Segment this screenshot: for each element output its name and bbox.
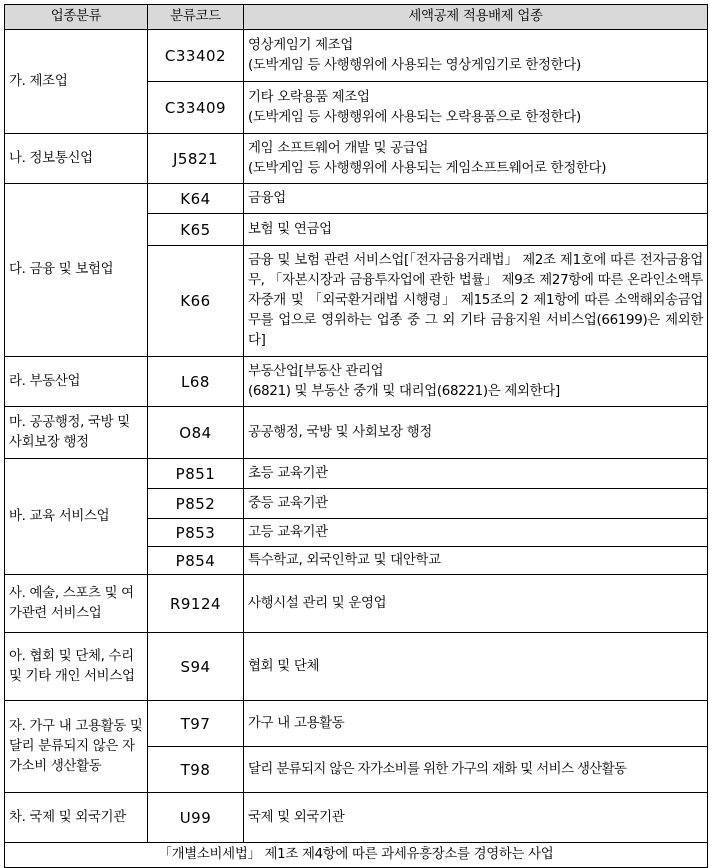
header-row	[5, 5, 708, 30]
exclusion-cell: 공공행정, 국방 및 사회보장 행정	[244, 407, 708, 459]
exclusion-line: (도박게임 등 사행행위에 사용되는 게임소프트웨어로 한정한다)	[248, 160, 607, 176]
footer-row	[5, 843, 708, 868]
category-cell: 나. 정보통신업	[5, 134, 148, 184]
code-cell: P852	[148, 489, 244, 519]
code-cell: L68	[148, 357, 244, 407]
exclusion-cell	[244, 82, 708, 134]
exclusion-cell: 협회 및 단체	[244, 633, 708, 701]
exclusion-cell: 초등 교육기관	[244, 459, 708, 489]
code-cell: T98	[148, 747, 244, 793]
header-code: 분류코드	[148, 5, 244, 30]
exclusion-cell: 사행시설 관리 및 운영업	[244, 575, 708, 633]
code-cell: O84	[148, 407, 244, 459]
category-cell: 차. 국제 및 외국기관	[5, 793, 148, 843]
exclusion-line: 영상게임기 제조업	[248, 37, 354, 53]
code-cell: J5821	[148, 134, 244, 184]
code-cell: S94	[148, 633, 244, 701]
category-cell: 바. 교육 서비스업	[5, 459, 148, 575]
header-exclusion: 세액공제 적용배제 업종	[244, 5, 708, 30]
code-cell: C33409	[148, 82, 244, 134]
table-row	[5, 633, 708, 701]
code-cell: C33402	[148, 30, 244, 82]
code-cell: K65	[148, 214, 244, 246]
table-row	[5, 30, 708, 82]
exclusion-cell: 국제 및 외국기관	[244, 793, 708, 843]
table-row	[5, 459, 708, 489]
category-cell: 자. 가구 내 고용활동 및 달리 분류되지 않은 자가소비 생산활동	[5, 701, 148, 793]
table-row	[5, 357, 708, 407]
category-cell: 사. 예술, 스포츠 및 여가관련 서비스업	[5, 575, 148, 633]
exclusion-line: (도박게임 등 사행행위에 사용되는 오락용품으로 한정한다)	[248, 109, 581, 125]
exclusion-cell: 중등 교육기관	[244, 489, 708, 519]
header-category: 업종분류	[5, 5, 148, 30]
exclusion-line: 기타 오락용품 제조업	[248, 89, 370, 105]
code-cell: T97	[148, 701, 244, 747]
exclusion-line: (6821) 및 부동산 중개 및 대리업(68221)은 제외한다]	[248, 383, 560, 399]
exclusion-cell: 고등 교육기관	[244, 519, 708, 547]
code-cell: R9124	[148, 575, 244, 633]
table-row	[5, 793, 708, 843]
exclusion-cell: 금융업	[244, 184, 708, 214]
code-cell: P853	[148, 519, 244, 547]
category-cell: 다. 금융 및 보험업	[5, 184, 148, 357]
exclusion-line: (도박게임 등 사행행위에 사용되는 영상게임기로 한정한다)	[248, 57, 581, 73]
exclusion-cell	[244, 357, 708, 407]
table-row	[5, 134, 708, 184]
code-cell: K64	[148, 184, 244, 214]
exclusion-cell: 달리 분류되지 않은 자가소비를 위한 가구의 재화 및 서비스 생산활동	[244, 747, 708, 793]
code-cell: P851	[148, 459, 244, 489]
exclusion-line: 게임 소프트웨어 개발 및 공급업	[248, 140, 429, 156]
category-cell: 라. 부동산업	[5, 357, 148, 407]
exclusion-cell: 가구 내 고용활동	[244, 701, 708, 747]
exclusion-cell	[244, 30, 708, 82]
table-row	[5, 701, 708, 747]
table-row	[5, 184, 708, 214]
category-cell: 아. 협회 및 단체, 수리 및 기타 개인 서비스업	[5, 633, 148, 701]
exclusion-line: 부동산업[부동산 관리업	[248, 363, 384, 379]
category-cell: 가. 제조업	[5, 30, 148, 134]
exclusion-table	[4, 4, 708, 868]
category-cell: 마. 공공행정, 국방 및 사회보장 행정	[5, 407, 148, 459]
code-cell: K66	[148, 246, 244, 357]
exclusion-cell	[244, 134, 708, 184]
exclusion-cell: 보험 및 연금업	[244, 214, 708, 246]
footer-cell: 「개별소비세법」 제1조 제4항에 따른 과세유흥장소를 경영하는 사업	[5, 843, 708, 868]
code-cell: U99	[148, 793, 244, 843]
exclusion-cell: 금융 및 보험 관련 서비스업[「전자금융거래법」 제2조 제1호에 따른 전자금융업무, 「자본시장과 금융투자업에 관한 법률」 제9조 제27항에 따른 온라인소액투자중개 및 「외국환거래법 시행령」 제15조의 2 제1항에 따른 소액해외송금업무를 업으로 영위하는 업종 중 그 외 기타 금융지원 서비스업(66199)은 제외한다]	[244, 246, 708, 357]
exclusion-cell: 특수학교, 외국인학교 및 대안학교	[244, 547, 708, 575]
code-cell: P854	[148, 547, 244, 575]
table-row	[5, 407, 708, 459]
table-row	[5, 575, 708, 633]
